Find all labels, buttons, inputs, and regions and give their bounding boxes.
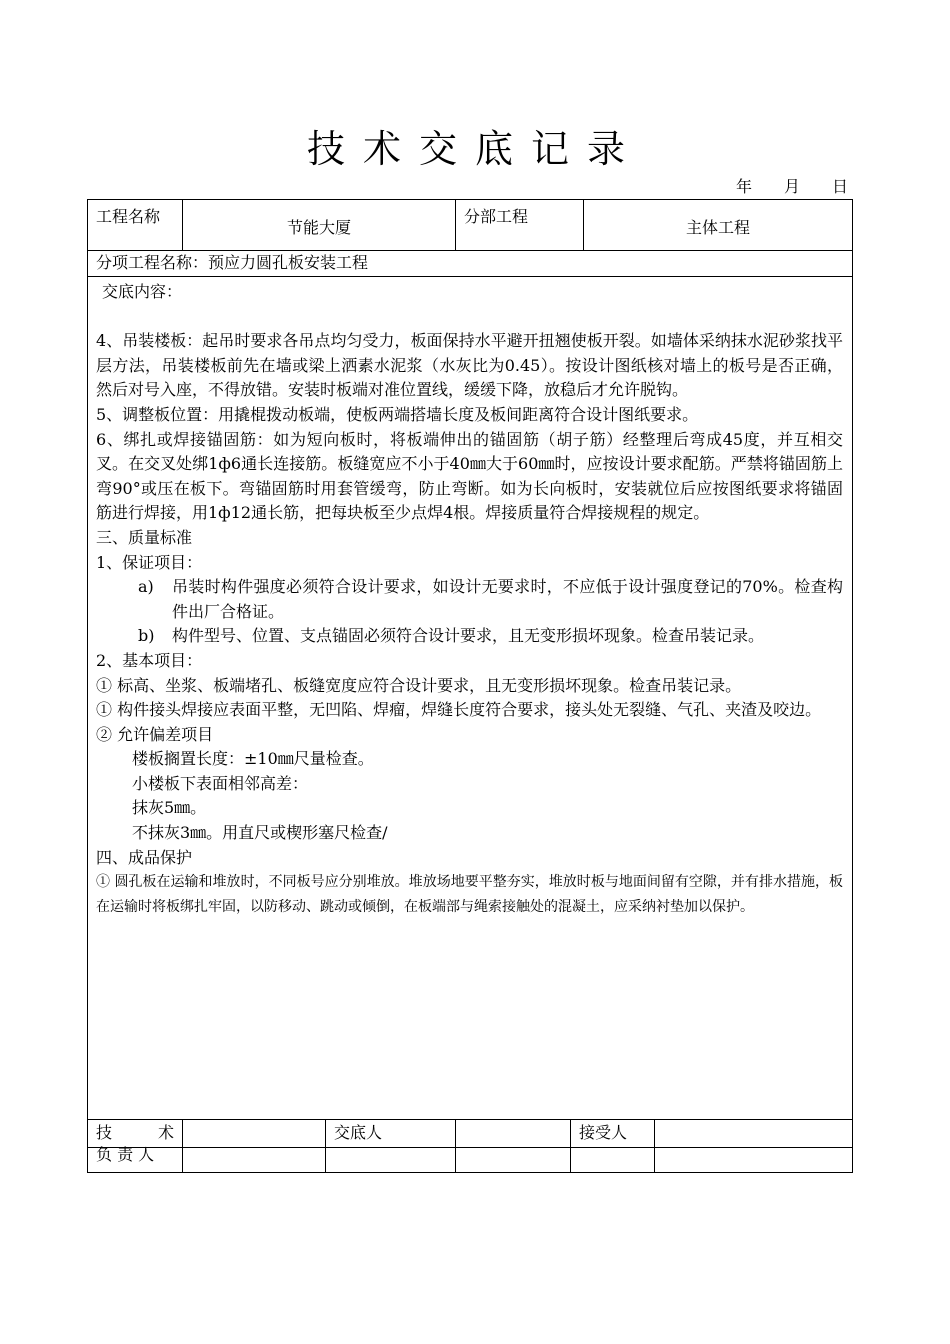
guarantee-heading: 1、保证项目： (96, 552, 203, 572)
date-line (736, 176, 848, 198)
para-5: 5、调整板位置：用撬棍拨动板端，使板两端搭墙长度及板间距离符合设计图纸要求。 (96, 404, 699, 424)
document-title: 技术交底记录 (306, 127, 643, 171)
deviation-3: 抹灰5㎜。 (132, 798, 207, 818)
blank-line (96, 305, 843, 330)
project-name-value: 节能大厦 (183, 200, 456, 251)
protection-item-1: ① 圆孔板在运输和堆放时，不同板号应分别堆放。堆放场地要平整夯实，堆放时板与地面间留有空隙，并有排水措施，板在运输时将板绑扎牢固，以防移动、跳动或倾倒，在板端部与绳索接触处的混凝土，应采纳衬垫加以保护。 (96, 874, 843, 915)
item-a-marker: a) (138, 577, 154, 597)
item-a-text: 吊装时构件强度必须符合设计要求，如设计无要求时，不应低于设计强度登记的70%。检查构件出厂合格证。 (172, 577, 843, 621)
content-cell (88, 277, 853, 1148)
tech-lead-signature-field[interactable] (183, 1120, 326, 1173)
tech-lead-label (88, 1120, 183, 1173)
disclosure-table (87, 199, 853, 1148)
header-row (88, 200, 853, 251)
signoff-row (88, 1120, 853, 1173)
guarantee-item-b (96, 624, 843, 649)
item-b-marker: b) (138, 626, 155, 646)
date-month: 月 (783, 177, 800, 196)
receiver-signature-field[interactable] (655, 1120, 853, 1173)
item-b-text: 构件型号、位置、支点锚固必须符合设计要求，且无变形损坏现象。检查吊装记录。 (172, 626, 765, 646)
basic-item-1: ① 标高、坐浆、板端堵孔、板缝宽度应符合设计要求，且无变形损坏现象。检查吊装记录。 (96, 675, 742, 695)
division-label: 分部工程 (456, 200, 584, 251)
deviation-heading: ② 允许偏差项目 (96, 724, 214, 744)
date-day: 日 (831, 177, 848, 196)
deviation-4: 不抹灰3㎜。用直尺或楔形塞尺检查/ (132, 823, 388, 843)
section-3-heading: 三、质量标准 (96, 527, 193, 547)
basic-heading: 2、基本项目： (96, 650, 203, 670)
deviation-2: 小楼板下表面相邻高差： (132, 773, 309, 793)
content-label: 交底内容： (102, 282, 183, 301)
signoff-table (87, 1119, 853, 1173)
content-body (96, 280, 843, 919)
guarantee-item-a (96, 575, 843, 624)
basic-item-2: ① 构件接头焊接应表面平整，无凹陷、焊瘤，焊缝长度符合要求，接头处无裂缝、气孔、夹渣及咬边。 (96, 700, 822, 720)
para-6: 6、绑扎或焊接锚固筋：如为短向板时，将板端伸出的锚固筋（胡子筋）经整理后弯成45度，并互相交叉。在交叉处绑1ф6通长连接筋。板缝宽应不小于40㎜大于60㎜时，应按设计要求配筋。严禁将锚固筋上弯90°或压在板下。弯锚固筋时用套管缓弯，防止弯断。如为长向板时，安装就位后应按图纸要求将锚固筋进行焊接，用1ф12通长筋，把每块板至少点焊4根。焊接质量符合焊接规程的规定。 (96, 429, 843, 523)
section-4-heading: 四、成品保护 (96, 847, 193, 867)
tech-lead-char-1: 技 (96, 1123, 113, 1142)
discloser-signature-field[interactable] (456, 1120, 571, 1173)
project-name-label: 工程名称 (88, 200, 183, 251)
division-value: 主体工程 (584, 200, 853, 251)
tech-lead-char-2: 术 (157, 1123, 174, 1142)
discloser-label: 交底人 (326, 1120, 456, 1173)
receiver-label: 接受人 (571, 1120, 655, 1173)
date-year: 年 (736, 177, 753, 196)
subitem-name: 分项工程名称：预应力圆孔板安装工程 (88, 251, 853, 277)
content-row (88, 277, 853, 1148)
subitem-row (88, 251, 853, 277)
tech-lead-char-3: 负 责 人 (96, 1145, 155, 1164)
deviation-1: 楼板搁置长度：±10㎜尺量检查。 (132, 749, 374, 769)
para-4: 4、吊装楼板：起吊时要求各吊点均匀受力，板面保持水平避开扭翘使板开裂。如墙体采纳抹水泥砂浆找平层方法，吊装楼板前先在墙或梁上洒素水泥浆（水灰比为0.45）。按设计图纸核对墙上的板号是否正确，然后对号入座，不得放错。安装时板端对准位置线，缓缓下降，放稳后才允许脱钩。 (96, 331, 843, 400)
